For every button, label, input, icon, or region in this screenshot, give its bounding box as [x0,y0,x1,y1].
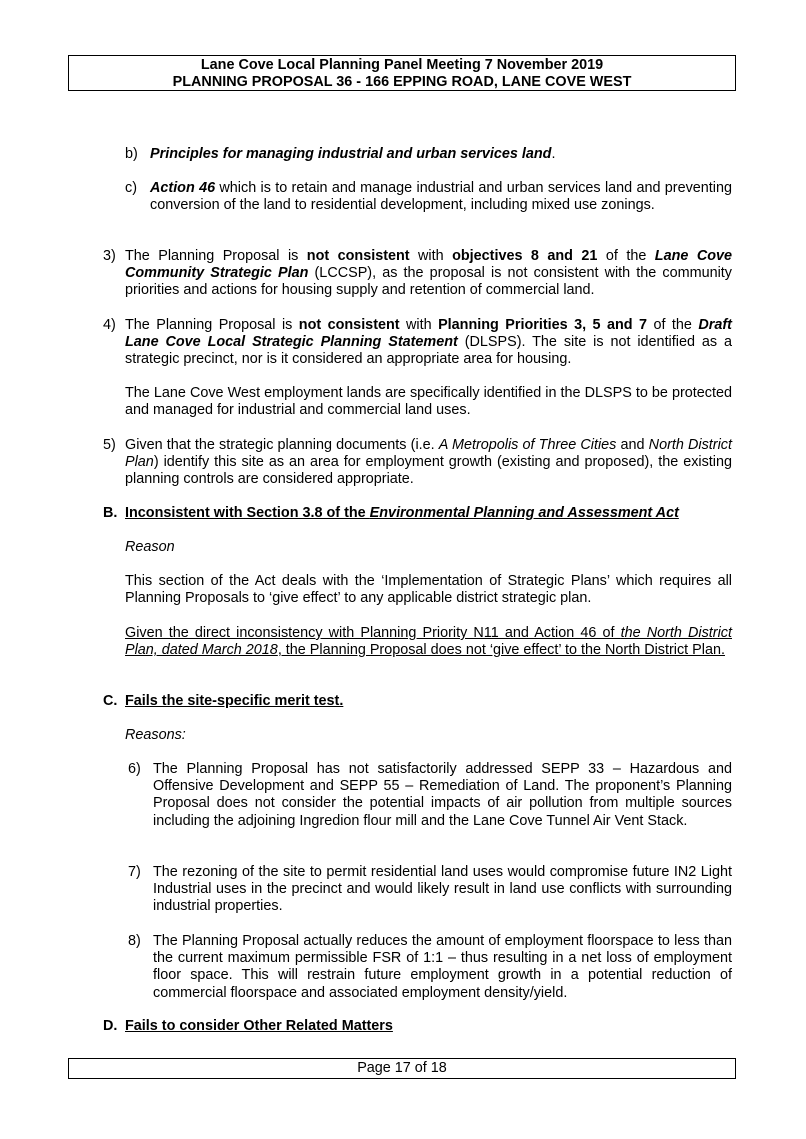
section-d-marker: D. [103,1018,118,1034]
item-5-marker: 5) [103,437,116,453]
item-b [150,146,732,163]
section-c-reason-label [125,727,732,744]
item-4-statement-name: Draft Lane Cove Local Strategic Planning Statement [125,317,732,351]
item-3-text-4: (LCCSP), as the proposal is not consistent with the community priorities and actions for housing supply and retention of commercial land. [125,265,733,299]
item-4-para-2: The Lane Cove West employment lands are specifically identified in the DLSPS to be protected and managed for industrial and commercial land uses. [125,385,732,419]
item-3-text-3: of the [597,248,655,264]
item-5-italic-1: A Metropolis of Three Cities [438,437,617,453]
item-3-bold-1: not consistent [306,248,410,264]
item-b-title: Principles for managing industrial and urban services land [150,146,552,162]
item-4-bold-1: not consistent [298,317,400,333]
section-b-reason-text: Reason [125,539,175,555]
item-c-text: which is to retain and manage industrial and urban services land and preventing conversion of the land to residential development, including mixed use zonings. [150,180,732,214]
page-footer [68,1058,736,1079]
section-b-title: Inconsistent with Section 3.8 of the [125,505,370,521]
item-5-text-1: Given that the strategic planning documents (i.e. [125,437,439,453]
section-b-para-2 [125,625,732,659]
item-4-text-4: (DLSPS). The site is not identified as a strategic precinct, nor is it considered an appropriate area for housing. [125,334,732,368]
item-7-marker: 7) [128,864,141,880]
section-b-para-2-plan: the North District Plan, dated March 2018 [125,625,732,659]
item-3-marker: 3) [103,248,116,264]
item-3-text-1: The Planning Proposal is [125,248,307,264]
item-3-text-2: with [409,248,453,264]
item-8-marker: 8) [128,933,141,949]
item-5-text-3: ) identify this site as an area for employment growth (existing and proposed), the existing planning controls are considered appropriate. [125,454,732,488]
item-4-marker: 4) [103,317,116,333]
item-8: The Planning Proposal actually reduces the amount of employment floorspace to less than the current maximum permissible FSR of 1:1 – thus resulting in a net loss of employment floor space. This will restrain future employment growth in a potential reduction of commercial floorspace and associated employment density/yield. [153,933,732,1001]
section-d-heading: Fails to consider Other Related Matters [125,1018,393,1034]
item-5-italic-2: North District Plan [125,437,732,471]
page-header [68,55,736,91]
item-c-title: Action 46 [150,180,216,196]
section-b-para-2-text-1: Given the direct inconsistency with Planning Priority N11 and Action 46 of [125,625,621,641]
item-3-bold-2: objectives 8 and 21 [452,248,598,264]
item-4-bold-2: Planning Priorities 3, 5 and 7 [438,317,648,333]
item-b-tail: . [551,146,556,162]
section-b-reason-label [125,539,732,556]
item-4 [125,317,732,369]
section-b-para-1: This section of the Act deals with the ‘Implementation of Strategic Plans’ which requires all Planning Proposals to ‘give effect’ to any applicable district strategic plan. [125,573,732,607]
page-number: Page 17 of 18 [357,1060,447,1076]
item-5-text-2: and [616,437,649,453]
item-6: The Planning Proposal has not satisfactorily addressed SEPP 33 – Hazardous and Offensive Development and SEPP 55 – Remediation of Land. The proponent’s Planning Proposal does not consider the potential impacts of air pollution from multiple sources including the adjoining Ingredion flour mill and the Lane Cove Tunnel Air Vent Stack. [153,761,732,829]
item-7: The rezoning of the site to permit residential land uses would compromise future IN2 Light Industrial uses in the precinct and would likely result in land use conflicts with surrounding industrial properties. [153,864,732,915]
item-4-text-3: of the [647,317,699,333]
section-b-para-2-text-2: , the Planning Proposal does not ‘give effect’ to the North District Plan. [277,642,725,659]
section-c-marker: C. [103,693,118,709]
header-proposal-title: PLANNING PROPOSAL 36 - 166 EPPING ROAD, LANE COVE WEST [172,74,632,90]
section-b-act-name: Environmental Planning and Assessment Act [369,505,679,521]
item-3-plan-name: Lane Cove Community Strategic Plan [125,248,733,282]
item-4-text-1: The Planning Proposal is [125,317,299,333]
item-3 [125,248,732,300]
item-4-text-2: with [399,317,439,333]
item-5 [125,437,732,489]
item-c-marker: c) [125,180,137,196]
item-6-marker: 6) [128,761,141,777]
section-b-marker: B. [103,505,118,521]
section-b-heading [125,505,732,522]
item-b-marker: b) [125,146,138,162]
section-c-heading: Fails the site-specific merit test. [125,693,344,709]
header-meeting-title: Lane Cove Local Planning Panel Meeting 7 November 2019 [200,57,604,73]
section-c-reason-text: Reasons: [125,727,186,743]
item-c [150,180,732,214]
